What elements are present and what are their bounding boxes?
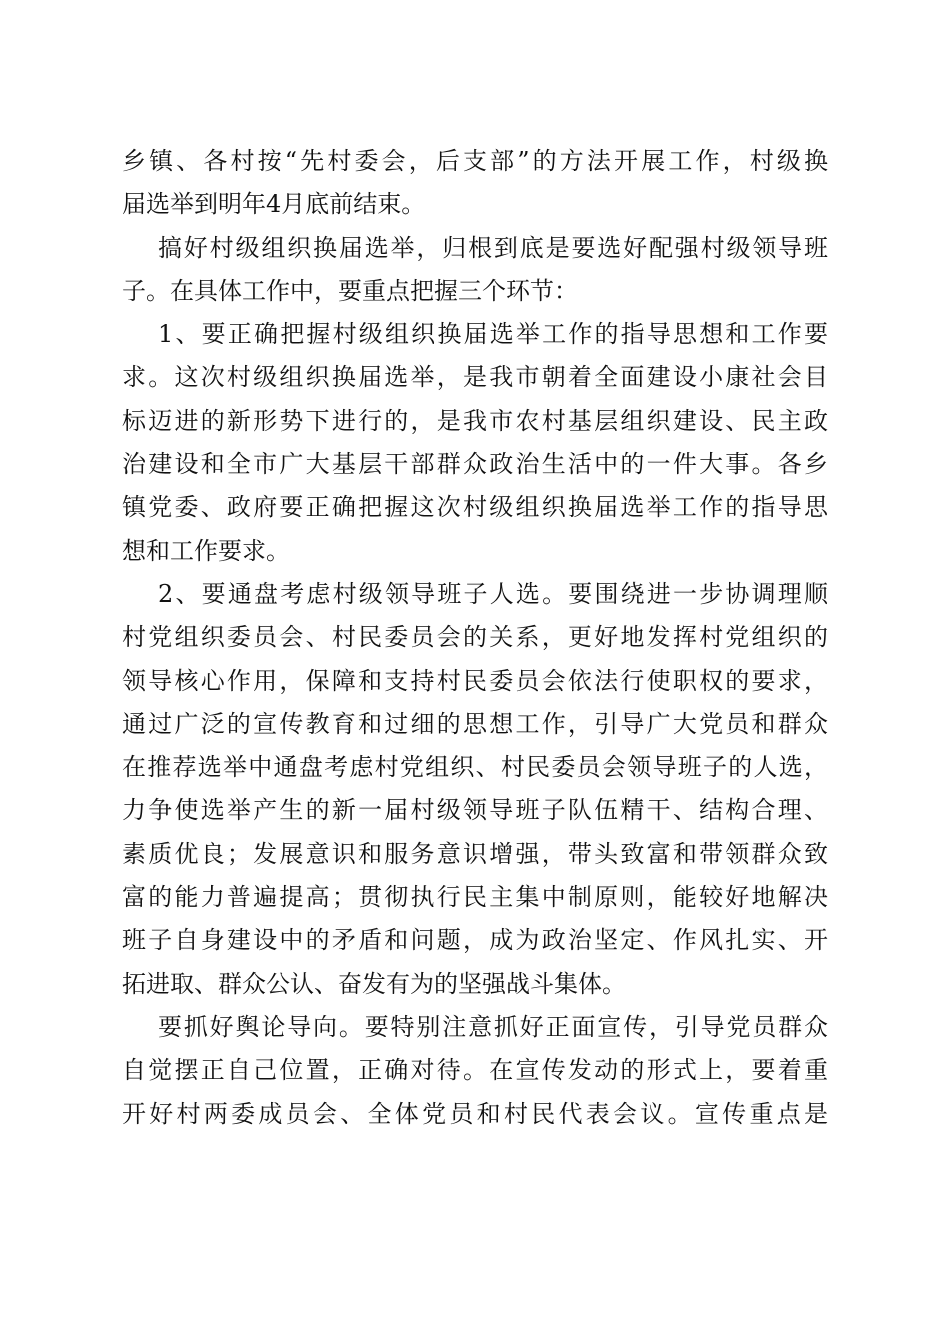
text-line: 求。这次村级组织换届选举，是我市朝着全面建设小康社会目 [122,363,828,392]
text-line: 富的能力普遍提高；贯彻执行民主集中制原则，能较好地解决 [122,883,828,912]
text-line: 要抓好舆论导向。要特别注意抓好正面宣传，引导党员群众 [158,1012,828,1041]
text-line: 乡镇、各村按“先村委会，后支部”的方法开展工作，村级换 [122,147,828,175]
text-line: 2、要通盘考虑村级领导班子人选。要围绕进一步协调理顺 [158,579,828,608]
text-line: 治建设和全市广大基层干部群众政治生活中的一件大事。各乡 [122,450,828,479]
text-line: 子。在具体工作中，要重点把握三个环节： [122,276,578,305]
text-line: 开好村两委成员会、全体党员和村民代表会议。宣传重点是 [122,1099,828,1128]
text-line: 村党组织委员会、村民委员会的关系，更好地发挥村党组织的 [122,623,828,652]
body-text [122,140,828,1136]
text-line: 想和工作要求。 [122,536,290,565]
text-line: 搞好村级组织换届选举，归根到底是要选好配强村级领导班 [158,233,828,262]
text-line: 通过广泛的宣传教育和过细的思想工作，引导广大党员和群众 [122,709,828,738]
text-line: 领导核心作用，保障和支持村民委员会依法行使职权的要求， [122,666,828,695]
text-line: 自觉摆正自己位置，正确对待。在宣传发动的形式上，要着重 [122,1056,828,1085]
text-line: 班子自身建设中的矛盾和问题，成为政治坚定、作风扎实、开 [122,926,828,955]
text-line: 拓进取、群众公认、奋发有为的坚强战斗集体。 [122,969,626,998]
text-line: 素质优良；发展意识和服务意识增强，带头致富和带领群众致 [122,839,828,868]
text-line: 1、要正确把握村级组织换届选举工作的指导思想和工作要 [158,320,828,349]
text-line: 届选举到明年4月底前结束。 [122,190,426,219]
text-line: 标迈进的新形势下进行的，是我市农村基层组织建设、民主政 [122,406,828,435]
text-line: 镇党委、政府要正确把握这次村级组织换届选举工作的指导思 [122,493,828,522]
text-line: 在推荐选举中通盘考虑村党组织、村民委员会领导班子的人选， [122,753,828,782]
text-line: 力争使选举产生的新一届村级领导班子队伍精干、结构合理、 [122,796,828,825]
